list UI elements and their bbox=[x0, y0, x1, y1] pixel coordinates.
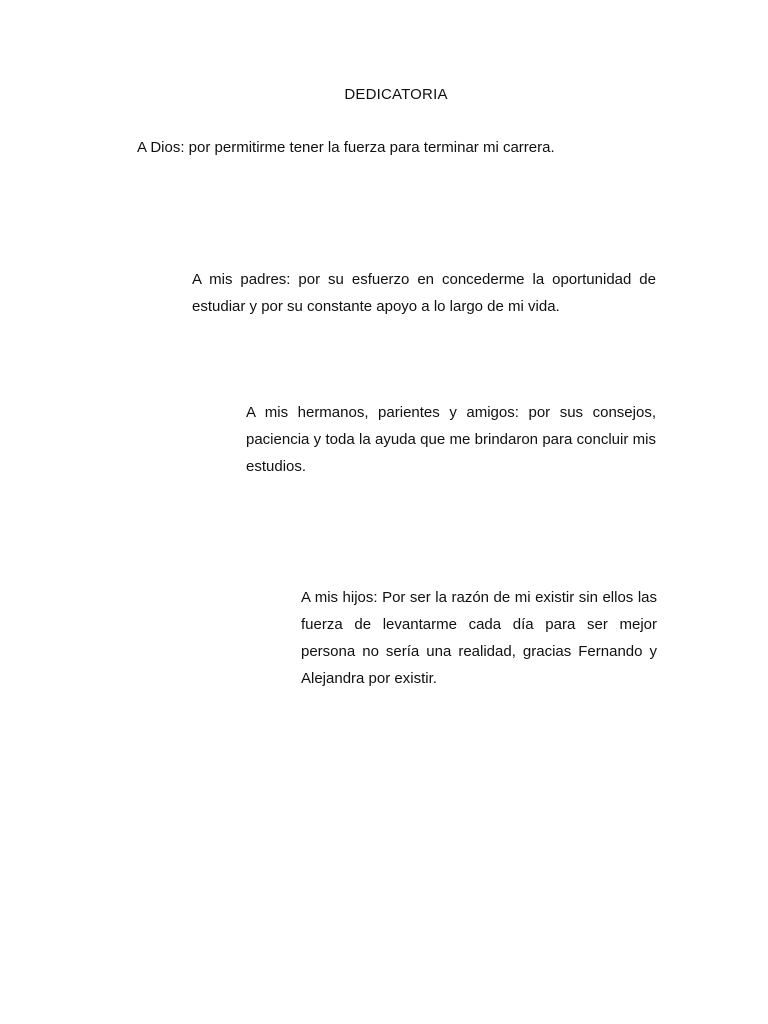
dedication-siblings-relatives-friends: A mis hermanos, parientes y amigos: por sus consejos, paciencia y toda la ayuda que me brindaron para concluir mis estudios. bbox=[246, 404, 656, 475]
dedication-god: A Dios: por permitirme tener la fuerza para terminar mi carrera. bbox=[137, 139, 555, 156]
page-title: DEDICATORIA bbox=[344, 86, 448, 103]
dedication-children: A mis hijos: Por ser la razón de mi existir sin ellos las fuerza de levantarme cada día para ser mejor persona no sería una realidad, gracias Fernando y Alejandra por existir. bbox=[301, 589, 657, 687]
dedication-parents: A mis padres: por su esfuerzo en concederme la oportunidad de estudiar y por su constante apoyo a lo largo de mi vida. bbox=[192, 271, 656, 315]
